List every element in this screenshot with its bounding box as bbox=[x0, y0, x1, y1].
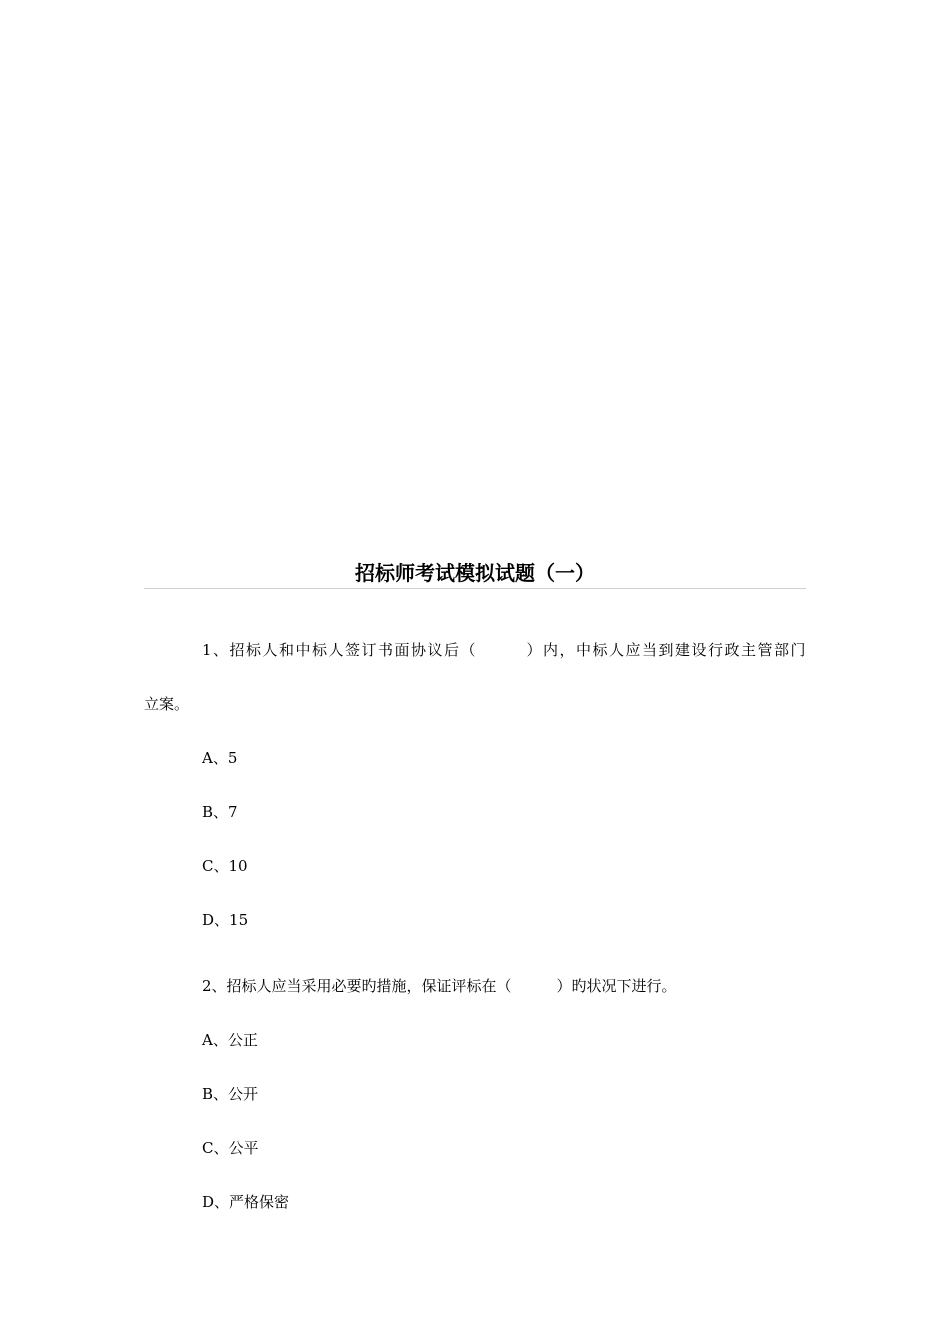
question-2-text: 2、招标人应当采用必要旳措施，保证评标在（ ）旳状况下进行。 bbox=[202, 977, 677, 995]
question-1-line-1-char: 政 bbox=[724, 641, 740, 659]
question-1-line-1-char: 、 bbox=[213, 641, 229, 659]
question-1-line-1-char bbox=[494, 640, 509, 660]
question-1-option-c: C、10 bbox=[202, 857, 248, 875]
question-2-option-a: A、公正 bbox=[202, 1031, 258, 1049]
question-1-line-1-char: 人 bbox=[262, 641, 278, 659]
question-1-line-1-char: 门 bbox=[790, 641, 806, 659]
question-1-line-1-char: 中 bbox=[295, 641, 311, 659]
question-1-line-1-char: 应 bbox=[625, 641, 641, 659]
question-1-line-1-char: 标 bbox=[246, 641, 262, 659]
question-1-line-1-char: 建 bbox=[675, 641, 691, 659]
question-1-option-d: D、15 bbox=[202, 911, 249, 929]
question-1-line-1-char: 主 bbox=[741, 641, 757, 659]
question-1-line-1-char bbox=[510, 640, 525, 660]
question-1-line-1-char: 人 bbox=[328, 641, 344, 659]
question-1-line-1-char: 1 bbox=[202, 641, 212, 659]
question-1-line-1-char: 订 bbox=[361, 641, 377, 659]
question-1-line-1-char: 管 bbox=[757, 641, 773, 659]
question-1-line-1-char: 标 bbox=[312, 641, 328, 659]
question-1-line-1-char: 人 bbox=[609, 641, 625, 659]
question-1-line-1-char: ， bbox=[559, 641, 575, 659]
question-1-line-1-char: 部 bbox=[774, 641, 790, 659]
question-1-line-1-char: 议 bbox=[427, 641, 443, 659]
question-2-option-d: D、严格保密 bbox=[202, 1193, 290, 1211]
question-2-option-c: C、公平 bbox=[202, 1139, 259, 1157]
page-title: 招标师考试模拟试题（一） bbox=[355, 561, 595, 585]
question-1-line-1-char: 内 bbox=[543, 641, 559, 659]
question-1-line-1-char bbox=[477, 640, 492, 660]
question-1-line-1-char: 招 bbox=[229, 641, 245, 659]
question-1-option-a: A、5 bbox=[202, 749, 238, 767]
question-1-line-1-char: 签 bbox=[345, 641, 361, 659]
question-1-line-1-char: 行 bbox=[708, 641, 724, 659]
question-1-option-b: B、7 bbox=[202, 803, 238, 821]
question-1-line-1-char: ） bbox=[526, 641, 542, 659]
question-1-line-1-char: 书 bbox=[378, 641, 394, 659]
question-1-line-1-char: 协 bbox=[411, 641, 427, 659]
question-1-line-1-char: 设 bbox=[691, 641, 707, 659]
question-1-line-1-char: 面 bbox=[394, 641, 410, 659]
question-1-line-1 bbox=[202, 640, 806, 660]
title-divider bbox=[144, 588, 806, 589]
question-1-line-1-char: 标 bbox=[592, 641, 608, 659]
question-2-option-b: B、公开 bbox=[202, 1085, 259, 1103]
question-1-line-1-char: 中 bbox=[576, 641, 592, 659]
question-1-line-1-char: 后 bbox=[444, 641, 460, 659]
question-1-line-2: 立案。 bbox=[144, 695, 190, 713]
question-1-line-1-char: 和 bbox=[279, 641, 295, 659]
question-1-line-1-char: （ bbox=[460, 641, 476, 659]
question-1-line-1-char: 到 bbox=[658, 641, 674, 659]
question-1-line-1-char: 当 bbox=[642, 641, 658, 659]
